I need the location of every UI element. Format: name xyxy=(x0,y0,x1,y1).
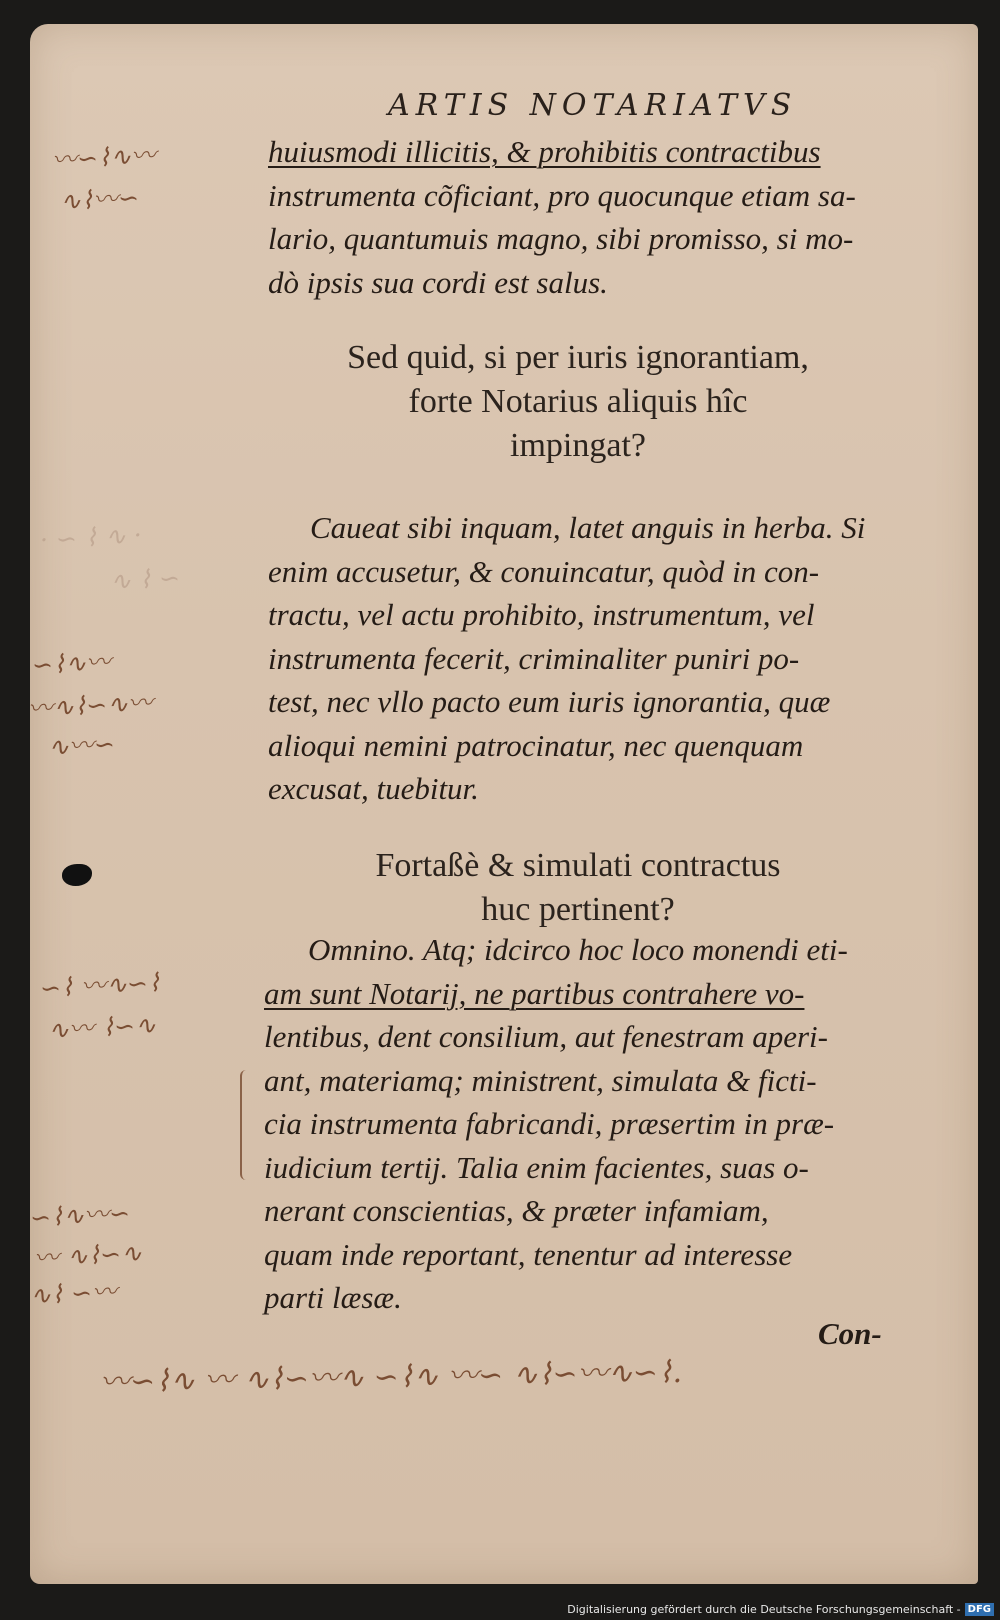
marginal-bracket xyxy=(240,1070,252,1180)
marginal-note-scribble: ∿⌇ ∽〰︎ xyxy=(29,1276,118,1311)
paragraph-3 xyxy=(264,928,888,1320)
text-line: Caueat sibi inquam, latet anguis in herba. Si xyxy=(310,510,866,545)
text-line: cia instrumenta fabricandi, præsertim in præ- xyxy=(264,1106,835,1141)
heading-line: forte Notarius aliquis hîc xyxy=(408,383,748,420)
dfg-logo: DFG xyxy=(965,1603,994,1616)
heading-line: Fortaßè & simulati contractus xyxy=(375,847,781,884)
question-heading-1 xyxy=(268,336,888,468)
text-line: quam inde reportant, tenentur ad interesse xyxy=(264,1236,793,1272)
text-line: instrumenta cõficiant, pro quocunque etiam sa- xyxy=(268,177,856,213)
marginal-note-scribble: ∽⌇∿〰︎∽ xyxy=(29,1198,131,1233)
text-line: instrumenta fecerit, criminaliter puniri po- xyxy=(268,640,800,676)
text-line: enim accusetur, & conuincatur, quòd in con- xyxy=(268,553,820,589)
heading-line: Sed quid, si per iuris ignorantiam, xyxy=(347,339,809,376)
text-line: iudicium tertij. Talia enim facientes, suas o- xyxy=(264,1149,809,1185)
marginal-note-scribble: ∽⌇∿〰︎ xyxy=(31,646,112,681)
text-line: excusat, tuebitur. xyxy=(268,771,479,806)
text-line: am sunt Notarij, ne partibus contrahere vo- xyxy=(264,975,805,1011)
heading-line: huc pertinent? xyxy=(481,891,675,928)
catchword: Con- xyxy=(818,1316,882,1351)
marginal-note-scribble: ∽⌇ 〰︎∿∽⌇ xyxy=(39,967,161,1004)
text-line: ant, materiamq; ministrent, simulata & ficti- xyxy=(264,1062,817,1098)
bottom-handwritten-line: 〰︎∽⌇∿ 〰︎ ∿⌇∽〰︎∿ ∽⌇∿ 〰︎∽ ∿⌇∽〰︎∿∽⌇. xyxy=(99,1354,683,1401)
paragraph-1 xyxy=(268,130,888,304)
text-line: lario, quantumuis magno, sibi promisso, si mo- xyxy=(268,221,854,256)
text-line: lentibus, dent consilium, aut fenestram aperi- xyxy=(264,1019,828,1054)
paragraph-2 xyxy=(268,506,888,811)
text-line: nerant conscientias, & præter infamiam, xyxy=(264,1193,769,1228)
marginal-note-scribble: 〰︎∽⌇∿〰︎ xyxy=(51,140,157,175)
text-line: test, nec vllo pacto eum iuris ignorantia, quæ xyxy=(268,684,831,719)
text-line: dò ipsis sua cordi est salus. xyxy=(268,264,608,300)
marginal-note-faded: · ∽ ⌇ ∿ · xyxy=(39,520,143,555)
text-line: parti læsæ. xyxy=(264,1280,402,1315)
marginal-note-scribble: 〰︎∿⌇∽∿〰︎ xyxy=(27,687,154,724)
text-line: huiusmodi illicitis, & prohibitis contractibus xyxy=(268,134,821,169)
credit-text: Digitalisierung gefördert durch die Deutsche Forschungsgemeinschaft - xyxy=(567,1602,961,1616)
marginal-note-scribble: ∿〰︎ ⌇∽∿ xyxy=(47,1010,157,1045)
heading-line: impingat? xyxy=(510,427,646,464)
marginal-note-faded: ∿ ⌇ ∽ xyxy=(109,563,181,596)
marginal-note-scribble: 〰︎ ∿⌇∽∿ xyxy=(33,1238,143,1273)
text-line: alioqui nemini patrocinatur, nec quenquam xyxy=(268,727,804,763)
text-line: Omnino. Atq; idcirco hoc loco monendi eti- xyxy=(308,932,848,967)
marginal-note-scribble: ∿〰︎∽ xyxy=(47,729,116,762)
running-title: ARTIS NOTARIATVS xyxy=(388,88,798,123)
marginal-note-scribble: ∿⌇〰︎∽ xyxy=(59,182,140,217)
question-heading-2 xyxy=(268,844,888,932)
text-line: tractu, vel actu prohibito, instrumentum, vel xyxy=(268,597,815,632)
digitization-credit xyxy=(567,1600,994,1618)
